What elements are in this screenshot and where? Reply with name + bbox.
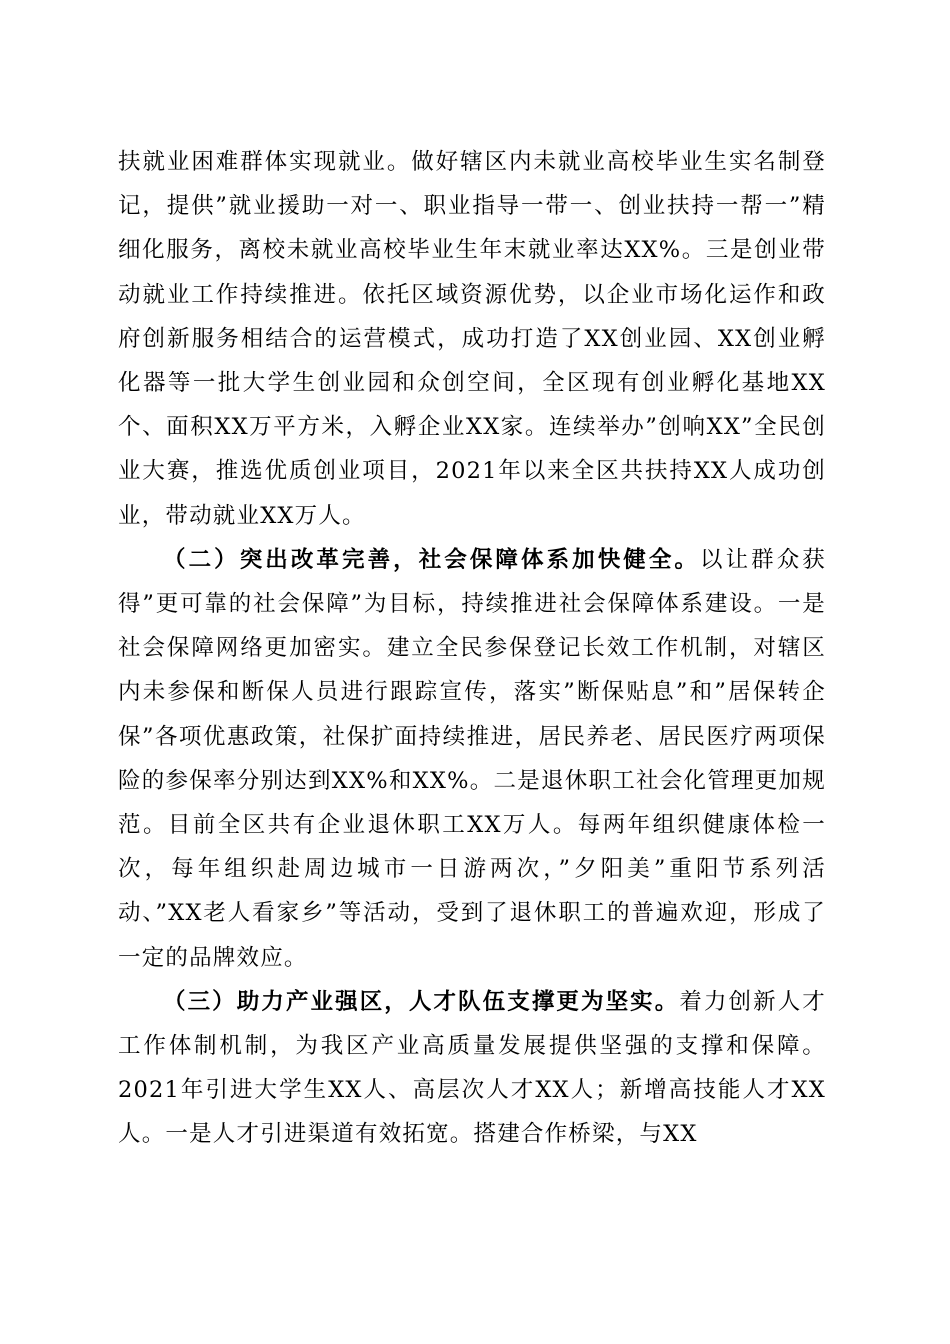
paragraph-employment: 扶就业困难群体实现就业。做好辖区内未就业高校毕业生实名制登记，提供”就业援助一对一、职业指导一带一、创业扶持一帮一”精细化服务，离校未就业高校毕业生年末就业率达XX%。三是创业带动就业工作持续推进。依托区域资源优势，以企业市场化运作和政府创新服务相结合的运营模式，成功打造了XX创业园、XX创业孵化器等一批大学生创业园和众创空间，全区现有创业孵化基地XX个、面积XX万平方米，入孵企业XX家。连续举办”创响XX”全民创业大赛，推选优质创业项目，2021年以来全区共扶持XX人成功创业，带动就业XX万人。 bbox=[118, 149, 826, 529]
paragraph-social-security bbox=[118, 538, 826, 980]
section-heading-2: （二）突出改革完善，社会保障体系加快健全。 bbox=[163, 546, 700, 573]
section-body-3: 着力创新人才工作体制机制，为我区产业高质量发展提供坚强的支撑和保障。2021年引进大学生XX人、高层次人才XX人；新增高技能人才XX人。一是人才引进渠道有效拓宽。搭建合作桥梁，与XX bbox=[118, 988, 827, 1148]
document-page bbox=[118, 140, 826, 1157]
section-heading-3: （三）助力产业强区，人才队伍支撑更为坚实。 bbox=[163, 988, 680, 1015]
section-body-2: 以让群众获得”更可靠的社会保障”为目标，持续推进社会保障体系建设。一是社会保障网络更加密实。建立全民参保登记长效工作机制，对辖区内未参保和断保人员进行跟踪宣传，落实”断保贴息”和”居保转企保”各项优惠政策，社保扩面持续推进，居民养老、居民医疗两项保险的参保率分别达到XX%和XX%。二是退休职工社会化管理更加规范。目前全区共有企业退休职工XX万人。每两年组织健康体检一次，每年组织赴周边城市一日游两次，”夕阳美”重阳节系列活动、”XX老人看家乡”等活动，受到了退休职工的普遍欢迎，形成了一定的品牌效应。 bbox=[118, 546, 826, 971]
paragraph-talent bbox=[118, 980, 826, 1157]
